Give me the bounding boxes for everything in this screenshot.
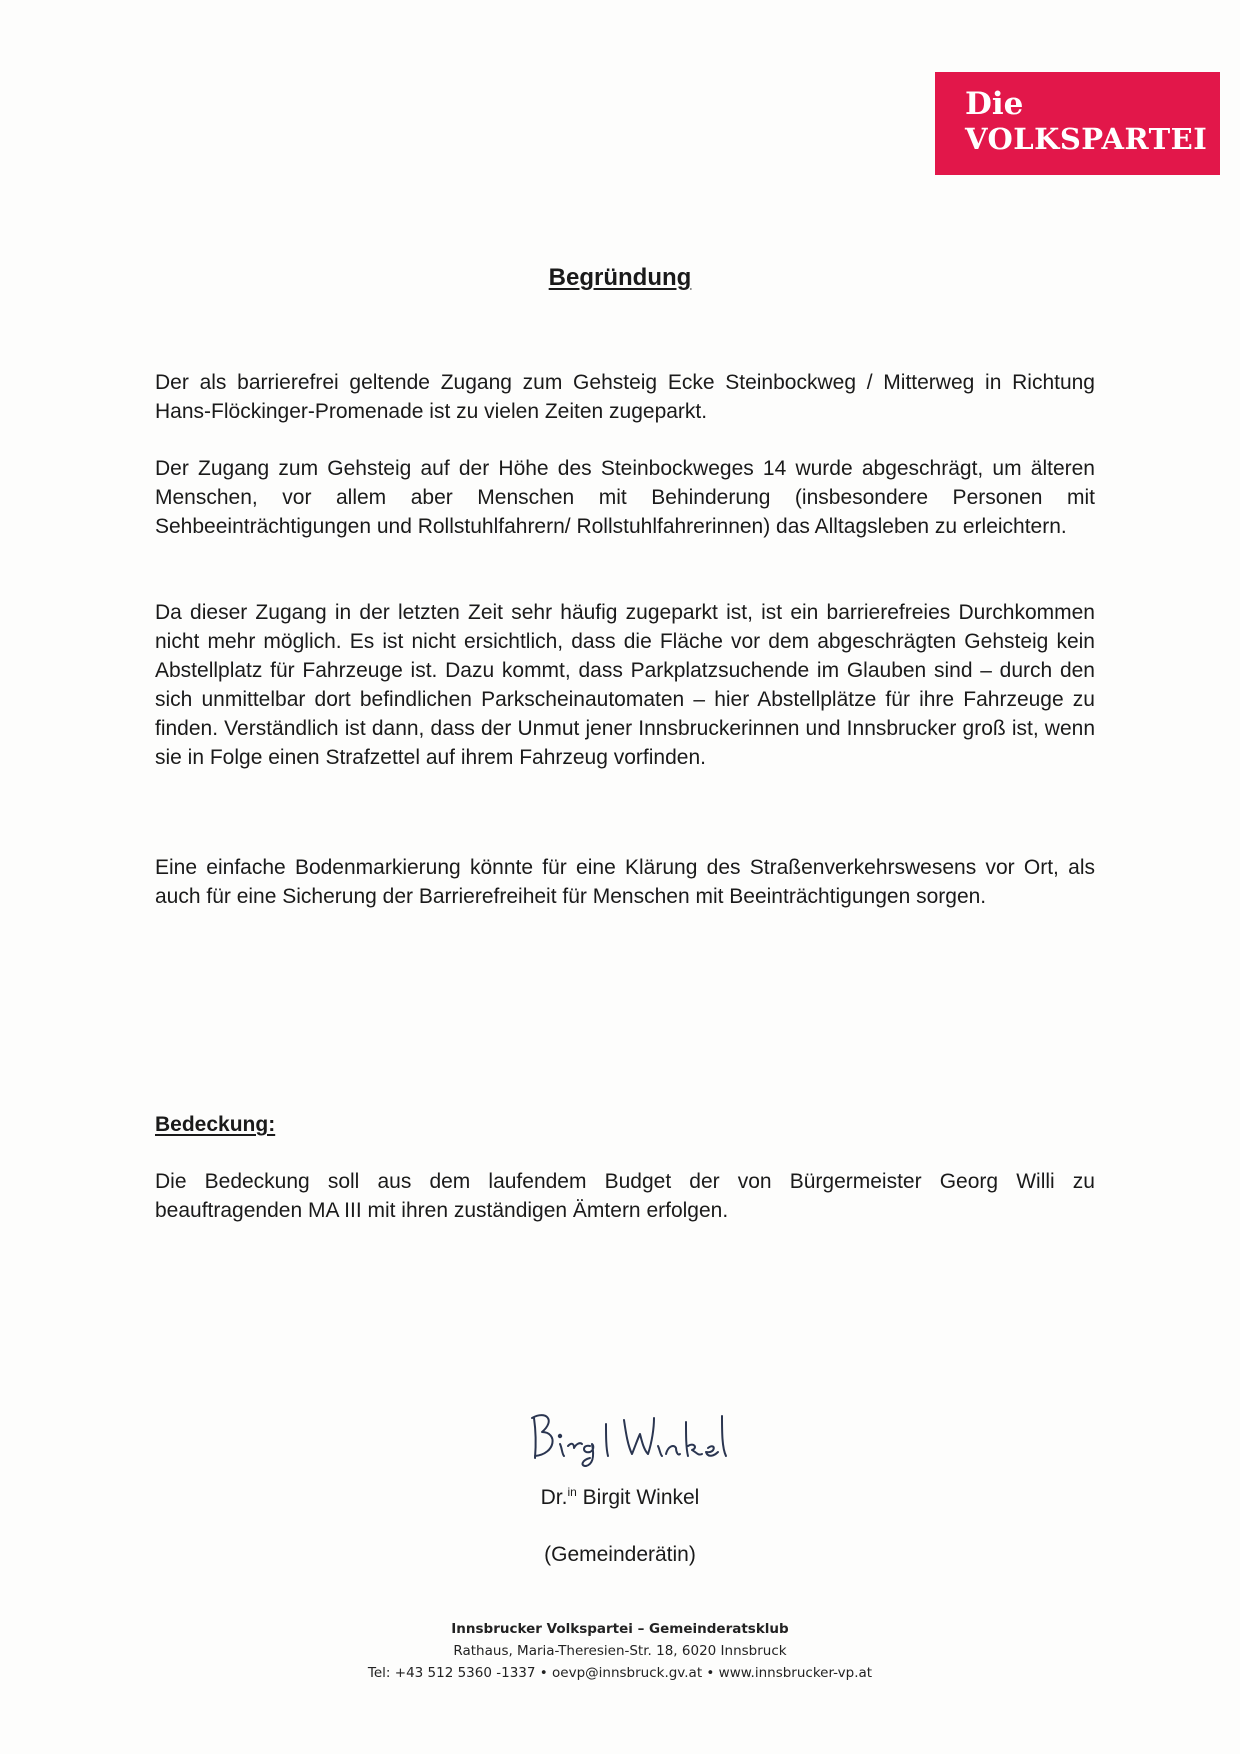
signer-title: Dr. <box>540 1486 568 1509</box>
paragraph-3: Da dieser Zugang in der letzten Zeit sehr häufig zugeparkt ist, ist ein barrierefreies Durchkommen nicht mehr möglich. Es ist nicht ersichtlich, dass die Fläche vor dem abgeschrägten Gehsteig kein Abstellplatz für Fahrzeuge ist. Dazu kommt, dass Parkplatzsuchende im Glauben sind – durch den sich unmittelbar dort befindlichen Parkscheinautomaten – hier Abstellplätze für ihre Fahrzeuge zu finden. Verständlich ist dann, dass der Unmut jener Innsbruckerinnen und Innsbrucker groß ist, wenn sie in Folge einen Strafzettel auf ihrem Fahrzeug vorfinden. <box>155 601 1095 769</box>
paragraph-1: Der als barrierefrei geltende Zugang zum Gehsteig Ecke Steinbockweg / Mitterweg in Richtung Hans-Flöckinger-Promenade ist zu vielen Zeiten zugeparkt. <box>155 371 1095 423</box>
paragraph-4: Eine einfache Bodenmarkierung könnte für eine Klärung des Straßenverkehrswesens vor Ort, als auch für eine Sicherung der Barrierefreiheit für Menschen mit Beeinträchtigungen sorgen. <box>155 856 1095 908</box>
logo-line-2: VOLKSPARTEI <box>965 122 1208 156</box>
bedeckung-heading: Bedeckung: <box>155 1113 276 1136</box>
signer-title-suffix: in <box>567 1485 577 1499</box>
handwritten-signature <box>520 1398 730 1468</box>
bedeckung-text: Die Bedeckung soll aus dem laufendem Budget der von Bürgermeister Georg Willi zu beauftragenden MA III mit ihren zuständigen Ämtern erfolgen. <box>155 1170 1095 1222</box>
letterhead-footer <box>0 1618 1240 1684</box>
party-logo <box>935 72 1220 175</box>
footer-address: Rathaus, Maria-Theresien-Str. 18, 6020 Innsbruck <box>453 1643 787 1659</box>
document-title: Begründung <box>548 264 692 291</box>
footer-organisation: Innsbrucker Volkspartei – Gemeinderatsklub <box>451 1621 789 1637</box>
footer-contact: Tel: +43 512 5360 -1337 • oevp@innsbruck.gv.at • www.innsbrucker-vp.at <box>367 1665 873 1681</box>
signer-role: (Gemeinderätin) <box>544 1543 696 1566</box>
signer-name-line <box>0 1485 1240 1510</box>
paragraph-2: Der Zugang zum Gehsteig auf der Höhe des Steinbockweges 14 wurde abgeschrägt, um älteren Menschen, vor allem aber Menschen mit Behinderung (insbesondere Personen mit Sehbeeinträchtigungen und Rollstuhlfahrern/ Rollstuhlfahrerinnen) das Alltagsleben zu erleichtern. <box>155 457 1095 538</box>
logo-line-1: Die <box>965 86 1024 122</box>
signer-name: Birgit Winkel <box>582 1486 700 1509</box>
